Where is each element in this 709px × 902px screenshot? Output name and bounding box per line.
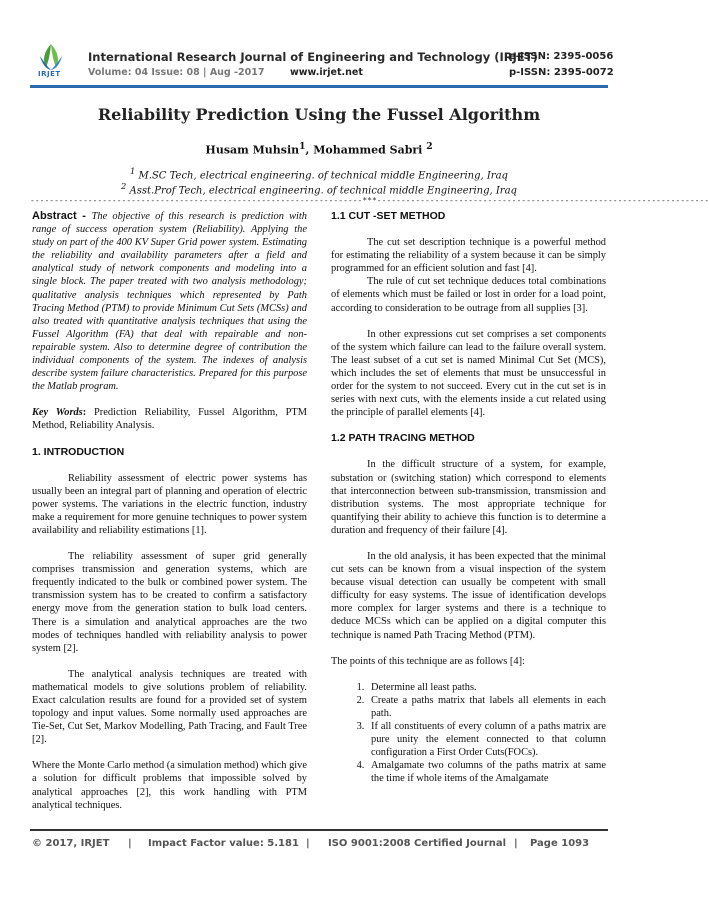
technique-steps-list bbox=[331, 681, 606, 786]
path-tracing-heading: 1.2 PATH TRACING METHOD bbox=[331, 432, 475, 445]
cut-set-heading: 1.1 CUT -SET METHOD bbox=[331, 210, 446, 222]
page-header bbox=[0, 0, 638, 92]
path-tracing-paragraph-1: In the difficult structure of a system, for example, substation or (switching station) which correspond to elements that interconnection between sub-transmission, transmission and distribution systems. The most appropriate technique for quantifying their ability to achieve this function is to determine a duration and frequency of their failure [4]. bbox=[331, 459, 606, 536]
cut-set-paragraph-1: The cut set description technique is a powerful method for estimating the reliability of a system because it can be simply programmed for an efficient solution and fast [4]. bbox=[331, 237, 606, 275]
affiliation-1: $^1$ M.SC Tech, electrical engineering. of technical middle Engineering, Iraq bbox=[130, 166, 508, 182]
intro-paragraph-4: Where the Monte Carlo method (a simulation method) which give a solution for difficult problems that impossible solved by analytical approaches [2], this work handling with PTM analytical techniques. bbox=[32, 760, 307, 811]
abstract: Abstract - The objective of this research is prediction with range of success operation system (Reliability). Applying the study on part of the 400 KV Super Grid power system. Estimating the reliability and availability parameters after a field and analytical study of network components and modeling into a single block. The paper treated with two analysis methodology; qualitative analysis techniques which represented by Path Tracing Method (PTM) to provide Minimum Cut Sets (MCSs) and also treated with quantitative analysis techniques that using the Fussel Algorithm (FA) that deal with repairable and non-repairable system. Also to determine degree of contribution the individual components of the system. The indexes of analysis describe system failure characteristics. Prepared for this purpose the Matlab program. bbox=[32, 210, 307, 393]
list-item: 4. Amalgamate two columns of the paths matrix at same the time if whole items of the Amalgamate bbox=[367, 759, 606, 785]
right-column bbox=[331, 210, 606, 785]
list-item: 3. If all constituents of every column of a paths matrix are pure unity the element connected to that column configuration a First Order Cuts(FOCs). bbox=[367, 720, 606, 759]
header-divider bbox=[30, 85, 608, 88]
cut-set-paragraph-3: In other expressions cut set comprises a set components of the system which failure can lead to the failure overall system. The least subset of a cut set is named Minimal Cut Set (MCS), which includes the set of elements that must be unsuccessful in order for the system to not succeed. Every cut in the cut set is in series with next cuts, with the elements inside a cut related using the principle of parallel elements [4]. bbox=[331, 328, 606, 419]
footer-separator: | bbox=[514, 838, 518, 849]
journal-website-link[interactable]: www.irjet.net bbox=[290, 67, 363, 78]
footer-impact-factor: Impact Factor value: 5.181 bbox=[148, 838, 299, 849]
path-tracing-paragraph-3: The points of this technique are as follows [4]: bbox=[331, 655, 525, 667]
keywords: Key Words: Prediction Reliability, Fussel Algorithm, PTM Method, Reliability Analysis. bbox=[32, 407, 307, 432]
e-issn: e-ISSN: 2395-0056 bbox=[509, 51, 614, 62]
intro-paragraph-2: The reliability assessment of super grid generally comprises transmission and generation systems, which are frequently indicated to the bulk or combined power system. The transmission system has to be created to confirm a satisfactory energy move from the generation station to bulk load centers. There is a simulation and analytical approaches are the two modes of techniques handled with reliability analysis to power system [2]. bbox=[32, 551, 307, 654]
journal-title: International Research Journal of Engineering and Technology (IRJET) bbox=[88, 50, 538, 64]
paper-title: Reliability Prediction Using the Fussel Algorithm bbox=[97, 105, 541, 124]
list-item: 1. Determine all least paths. bbox=[367, 681, 606, 694]
footer-separator: | bbox=[306, 838, 310, 849]
path-tracing-paragraph-2: In the old analysis, it has been expected that the minimal cut sets can be known from a visual inspection of the system because visual detection can usually be competent with small difficulty for easy systems. The issue of identification develops more complex for larger systems and there is a technique to deduce MCSs which can be applied on a digital computer this technique is named Path Tracing Method (PTM). bbox=[331, 550, 606, 641]
footer-copyright: © 2017, IRJET bbox=[32, 838, 110, 849]
affiliation-2: $^2$ Asst.Prof Tech, electrical engineering. of technical middle Engineering, Iraq bbox=[121, 181, 517, 197]
abstract-label: Abstract - bbox=[32, 210, 92, 222]
paper-authors: Husam Muhsin$^1$, Mohammed Sabri $^2$ bbox=[205, 141, 433, 157]
volume-issue: Volume: 04 Issue: 08 | Aug -2017 bbox=[88, 67, 265, 78]
list-item: 2. Create a paths matrix that labels all elements in each path. bbox=[367, 694, 606, 720]
logo-text: IRJET bbox=[38, 70, 61, 78]
footer-separator: | bbox=[128, 838, 132, 849]
footer-divider bbox=[30, 829, 608, 831]
section-separator: ---------------------------------------------------------------------***--------------------------------------------------------------------- bbox=[30, 196, 709, 205]
footer-page-number: Page 1093 bbox=[530, 838, 590, 849]
intro-paragraph-1: Reliability assessment of electric power systems has usually been an integral part of planning and operation of electric power systems. The variations in the electric function, industry make a requirement for more genuine techniques to power system availability and reliability estimations [1]. bbox=[32, 472, 307, 536]
intro-heading: 1. INTRODUCTION bbox=[32, 445, 125, 458]
p-issn: p-ISSN: 2395-0072 bbox=[509, 67, 614, 78]
cut-set-paragraph-2: The rule of cut set technique deduces total combinations of elements which must be failed or lost in order for a load point, according to consideration to be outrage from all supplies [3]. bbox=[331, 276, 606, 314]
intro-paragraph-3: The analytical analysis techniques are treated with mathematical models to give solutions problem of reliability. Exact calculation results are found for a provided set of system topology and input values. Some normally used approaches are Tie-Set, Cut Set, Markov Modelling, Path Tracing, and Fault Tree [2]. bbox=[32, 668, 307, 746]
left-column bbox=[32, 210, 307, 812]
footer-iso: ISO 9001:2008 Certified Journal bbox=[328, 838, 507, 849]
